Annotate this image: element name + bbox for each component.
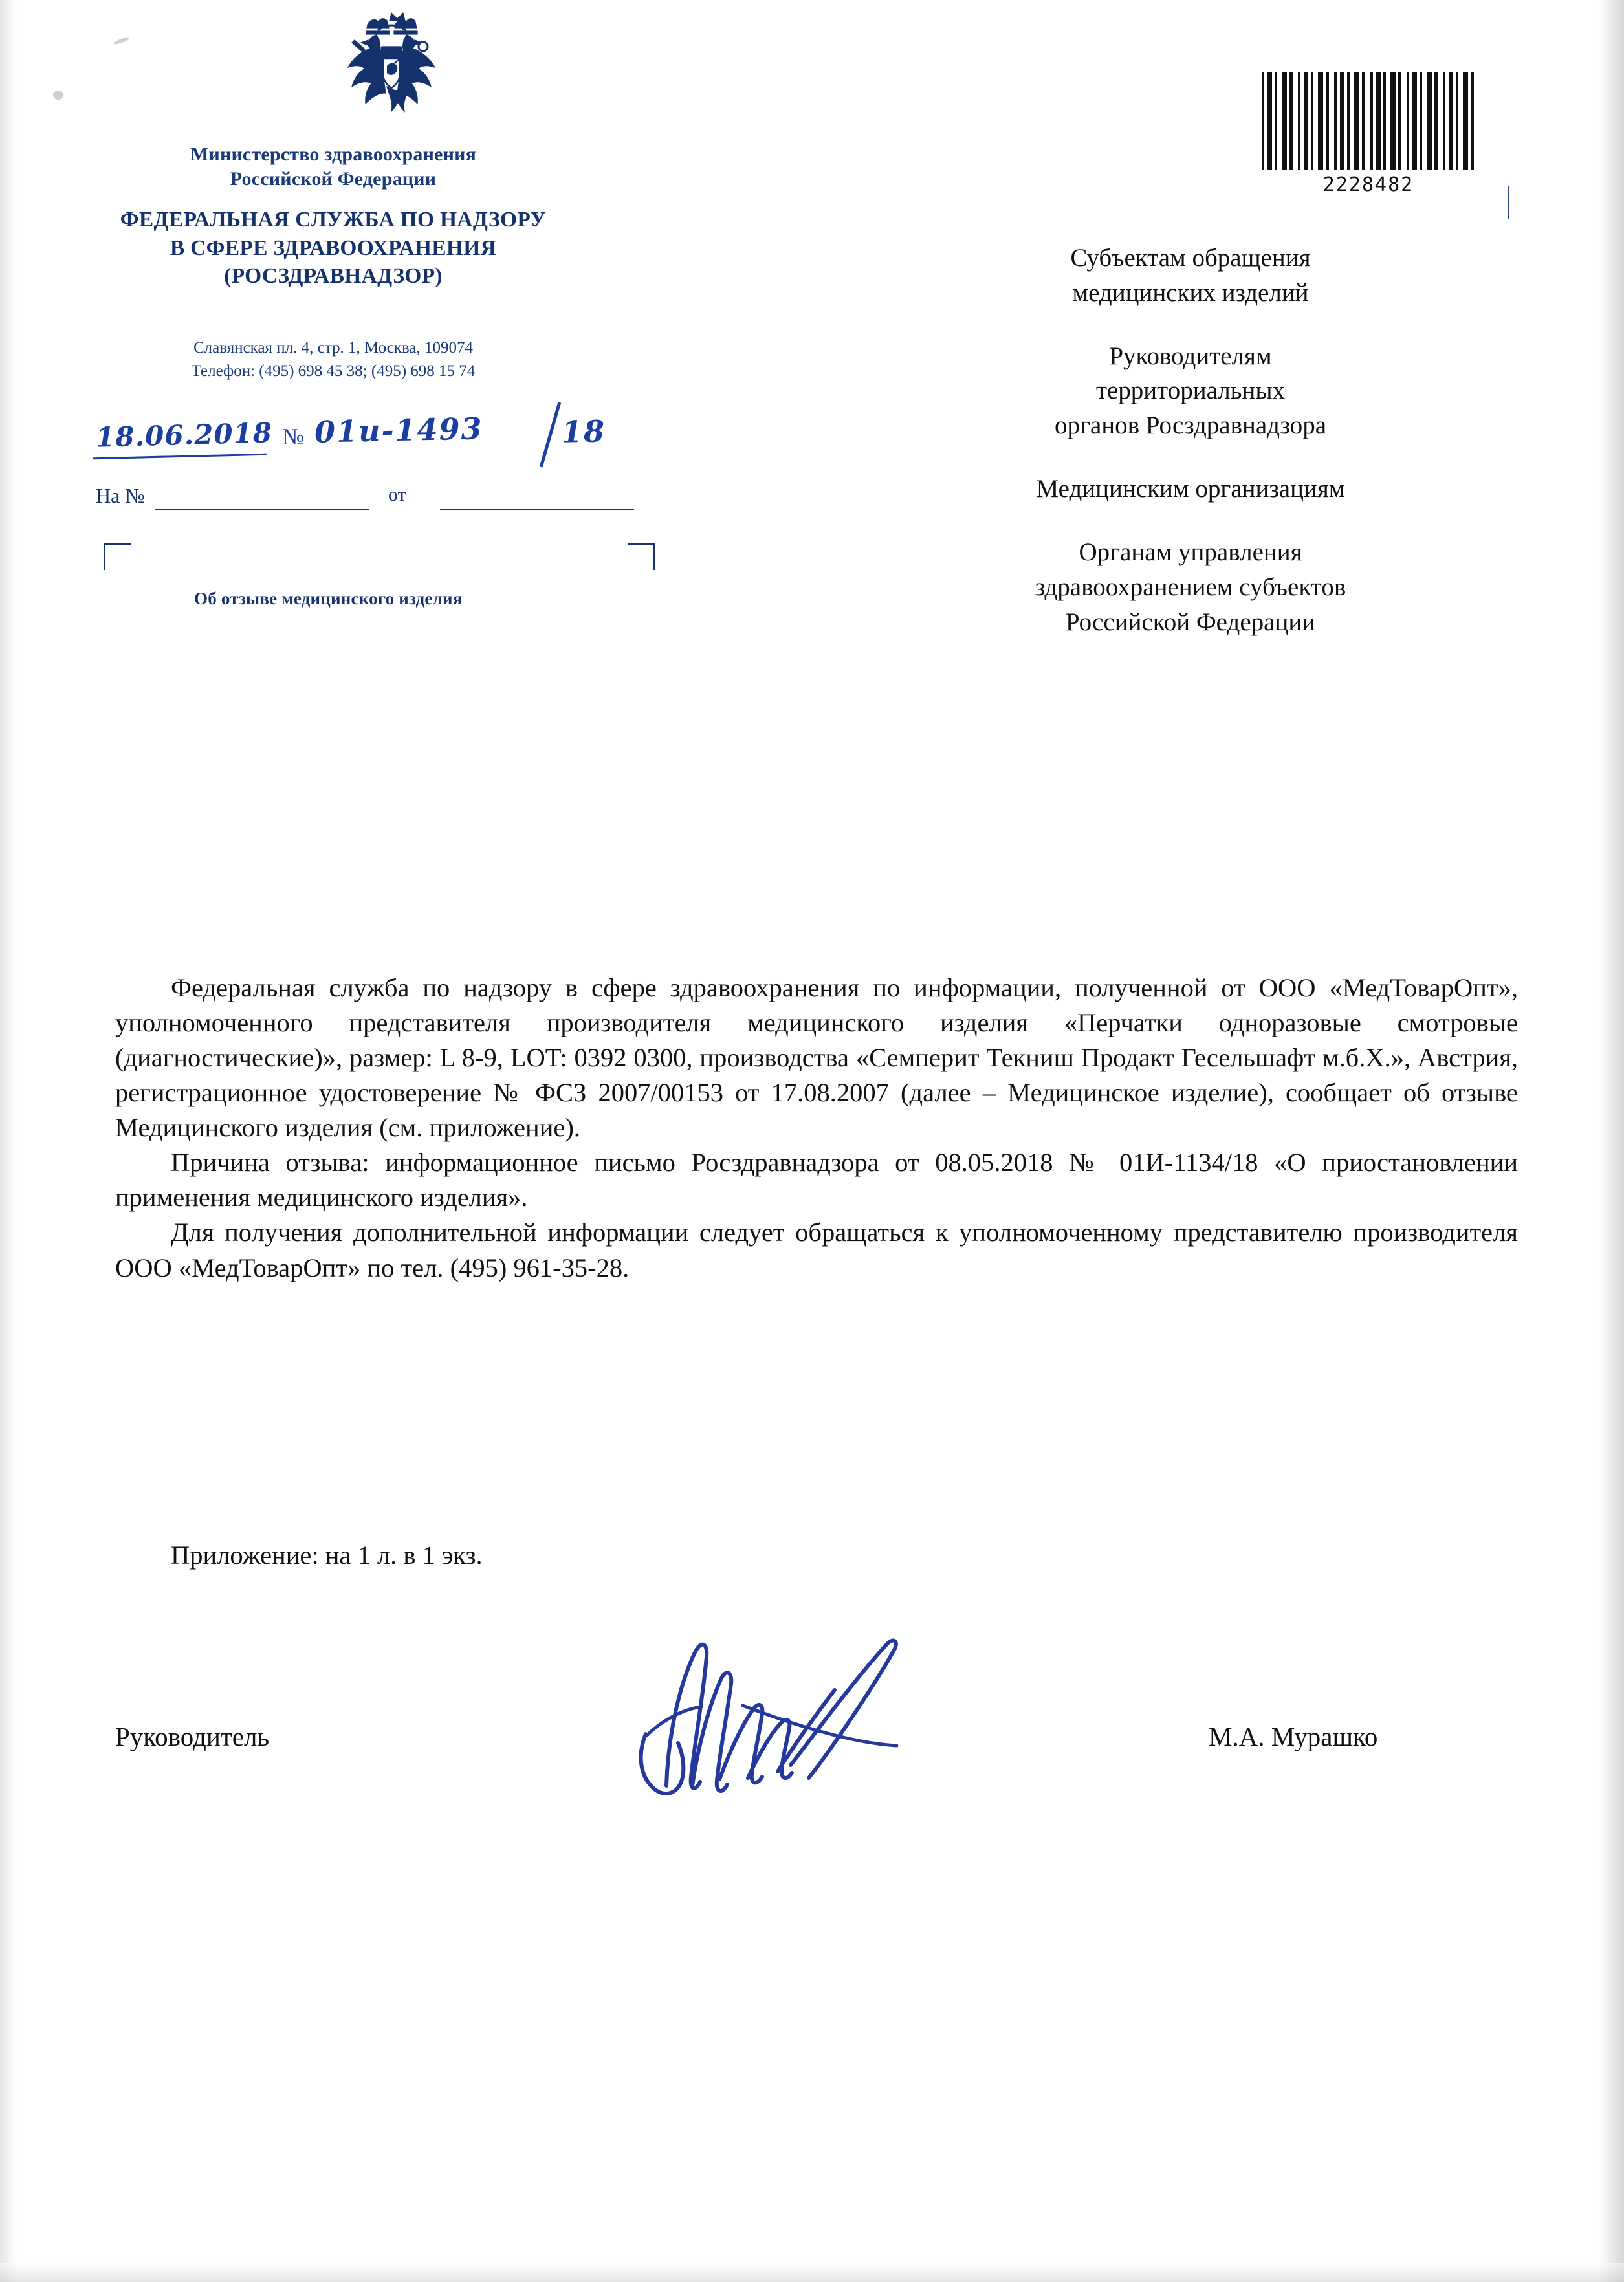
body-paragraph-3: Для получения дополнительной информации следует обращаться к уполномоченному представителю производителя ООО «МедТоварОпт» по тел. (495) 961-35-28. [115,1218,1518,1282]
addressee-line: Медицинским организациям [1036,475,1345,503]
scan-mark [1508,186,1509,219]
registration-number: 01и-1493 [314,411,484,450]
addressee-line: Органам управления [1079,538,1302,566]
subject-bracket-top-right [628,543,655,570]
addressee-line: органов Росздравнадзора [1054,411,1327,440]
registration-number-slash [540,402,561,467]
attachment-note: Приложение: на 1 л. в 1 экз. [171,1541,483,1570]
registration-line [95,411,613,474]
addressee-line: Субъектам обращения [1070,244,1311,272]
addressee-group-3 [893,472,1488,507]
letter-subject: Об отзыве медицинского изделия [194,589,463,608]
addressee-line: Российской Федерации [1065,608,1316,636]
registration-date: 18.06.2018 [95,417,273,454]
addressee-group-2 [893,339,1488,443]
subject-bracket-top-left [104,543,131,570]
addressee-line: территориальных [1095,377,1286,405]
reply-from-rule [440,509,634,510]
reply-to-label: На № [96,484,145,507]
coat-of-arms-emblem [336,9,446,132]
signer-position: Руководитель [115,1722,270,1751]
scan-edge-bottom [0,2263,1624,2282]
agency-name [78,206,589,291]
signer-name: М.А. Мурашко [1209,1722,1378,1751]
agency-line-2: В СФЕРЕ ЗДРАВООХРАНЕНИЯ [170,236,497,260]
addressee-block [893,241,1488,668]
handwritten-signature [621,1572,983,1850]
addressee-line: медицинских изделий [1072,278,1309,307]
ministry-line-2: Российской Федерации [230,168,437,190]
body-paragraph-1: Федеральная служба по надзору в сфере здравоохранения по информации, полученной от ООО «МедТоварОпт», уполномоченного представителя производителя медицинского изделия «Перчатки одноразовые смотровые (диагностические)», размер: L 8-9, LOT: 0392 0300, производства «Семперит Текниш Продакт Гесельшафт м.б.Х.», Австрия, регистрационное удостоверение № ФСЗ 2007/00153 от 17.08.2007 (далее – Медицинское изделие), сообщает об отзыве Медицинского изделия (см. приложение). [115,973,1518,1143]
ministry-line-1: Министерство здравоохранения [190,144,477,165]
scan-edge-right [1598,0,1624,2282]
agency-line-1: ФЕДЕРАЛЬНАЯ СЛУЖБА ПО НАДЗОРУ [120,208,547,232]
scan-edge-left [0,0,17,2282]
letter-body [115,971,1518,1286]
agency-phone: Телефон: (495) 698 45 38; (495) 698 15 74 [191,362,476,380]
barcode-number: 2228482 [1322,173,1414,196]
number-symbol: № [282,424,305,450]
addressee-line: Руководителям [1109,342,1272,370]
addressee-group-4 [893,535,1488,639]
barcode-bars [1262,72,1475,170]
agency-line-3: (РОСЗДРАВНАДЗОР) [224,264,443,289]
agency-address-block [84,336,582,382]
reply-to-rule [155,509,369,510]
body-paragraph-2: Причина отзыва: информационное письмо Росздравнадзора от 08.05.2018 № 01И-1134/18 «О приостановлении применения медицинского изделия». [115,1148,1518,1212]
registration-date-underline [93,454,267,460]
registration-number-suffix: 18 [561,413,606,450]
reply-from-label: от [388,484,406,505]
scan-speck [53,91,63,100]
scan-speck [113,36,130,46]
agency-address: Славянская пл. 4, стр. 1, Москва, 109074 [193,339,474,357]
ministry-name [84,142,582,192]
addressee-line: здравоохранением субъектов [1035,573,1346,601]
addressee-group-1 [893,241,1488,311]
